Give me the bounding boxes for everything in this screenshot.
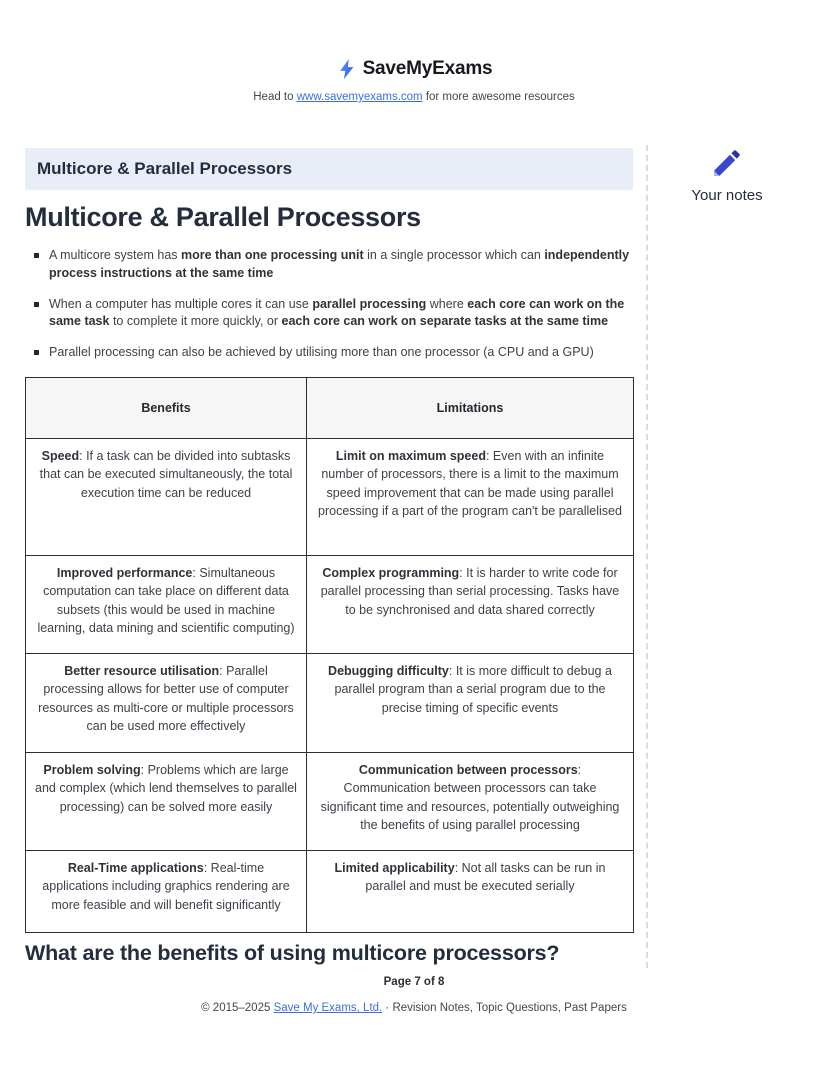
- savemyexams-link[interactable]: www.savemyexams.com: [296, 91, 423, 103]
- text-segment: each core can work on separate tasks at the same time: [281, 314, 609, 329]
- lightning-bolt-icon: [336, 57, 358, 81]
- your-notes-label: Your notes: [691, 187, 763, 204]
- benefit-cell: [26, 654, 307, 753]
- benefit-term: Real-Time applications: [67, 861, 204, 875]
- limitation-term: Complex programming: [322, 566, 460, 580]
- text-segment: to complete it more quickly, or: [109, 314, 282, 329]
- benefit-cell: [26, 851, 307, 933]
- benefit-cell: [26, 439, 307, 556]
- brand-name: SaveMyExams: [362, 58, 493, 79]
- limitation-term: Communication between processors: [358, 763, 578, 777]
- header-tagline: [0, 91, 828, 103]
- text-segment: where: [426, 296, 468, 311]
- table-row: [26, 753, 634, 851]
- copyright-line: [0, 1002, 828, 1014]
- page-title: Multicore & Parallel Processors: [25, 202, 421, 232]
- limitation-term: Limited applicability: [334, 861, 455, 875]
- benefit-text: : If a task can be divided into subtasks that can be executed simultaneously, the total execution time can be reduced: [39, 449, 293, 500]
- pencil-icon: [710, 146, 744, 180]
- benefits-limitations-table: [25, 377, 634, 933]
- save-my-exams-ltd-link[interactable]: Save My Exams, Ltd.: [273, 1002, 383, 1014]
- notes-divider: [646, 145, 648, 968]
- limitation-text: : Even with an infinite number of processors, there is a limit to the maximum speed improvement that can be made using parallel processing if a part of the program can't be parallelised: [318, 449, 622, 518]
- brand-logo: [0, 57, 828, 81]
- table-row: [26, 851, 634, 933]
- text-segment: each core can work on the same task: [49, 296, 625, 329]
- benefit-text: : Parallel processing allows for better use of computer resources as multi-core or multiple processors can be used more effectively: [38, 664, 294, 733]
- text-segment: more than one processing unit: [181, 248, 364, 262]
- table-row: [26, 439, 634, 556]
- text-segment: independently process instructions at the same time: [49, 248, 630, 280]
- text-segment: When a computer has multiple cores it can use: [49, 296, 313, 311]
- topic-banner: [25, 148, 633, 190]
- limitation-cell: [307, 753, 634, 851]
- topic-banner-title: Multicore & Parallel Processors: [37, 159, 293, 178]
- limitation-term: Debugging difficulty: [328, 664, 449, 678]
- your-notes-panel: [660, 146, 794, 204]
- copyright-suffix: · Revision Notes, Topic Questions, Past Papers: [382, 1002, 627, 1014]
- tagline-suffix: for more awesome resources: [422, 91, 575, 103]
- limitation-cell: [307, 654, 634, 753]
- table-row: [26, 654, 634, 753]
- text-segment: in a single processor which can: [363, 248, 545, 262]
- limitation-text: : It is more difficult to debug a parallel program than a serial program due to the precise timing of specific events: [334, 664, 612, 715]
- benefit-term: Improved performance: [56, 566, 193, 580]
- benefits-column-header: Benefits: [26, 378, 307, 439]
- copyright-prefix: © 2015–2025: [201, 1002, 274, 1014]
- list-item: [25, 247, 635, 283]
- bullet-list: [25, 247, 635, 375]
- benefit-text: : Real-time applications including graphics rendering are more feasible and will benefit significantly: [42, 861, 290, 912]
- tagline-prefix: Head to: [253, 91, 297, 103]
- benefit-cell: [26, 556, 307, 654]
- benefit-text: : Problems which are large and complex (which lend themselves to parallel processing) can be solved more easily: [35, 763, 297, 814]
- text-segment: parallel processing: [312, 296, 427, 311]
- list-item: [25, 344, 635, 362]
- section-heading: What are the benefits of using multicore processors?: [25, 941, 560, 965]
- limitation-term: Limit on maximum speed: [335, 449, 486, 463]
- text-segment: A multicore system has: [49, 248, 181, 262]
- limitation-text: : Not all tasks can be run in parallel and must be executed serially: [365, 861, 606, 894]
- limitation-cell: [307, 556, 634, 654]
- page-indicator: Page 7 of 8: [383, 976, 445, 988]
- benefit-cell: [26, 753, 307, 851]
- table-header-row: [26, 378, 634, 439]
- benefit-term: Speed: [41, 449, 80, 463]
- list-item: [25, 296, 635, 332]
- limitation-cell: [307, 439, 634, 556]
- benefit-term: Better resource utilisation: [64, 664, 220, 678]
- limitations-column-header: Limitations: [307, 378, 634, 439]
- limitation-cell: [307, 851, 634, 933]
- table-row: [26, 556, 634, 654]
- benefit-term: Problem solving: [43, 763, 141, 777]
- text-segment: Parallel processing can also be achieved by utilising more than one processor (a CPU and a GPU): [49, 345, 594, 359]
- limitation-text: : It is harder to write code for parallel processing than serial processing. Tasks have to be synchronised and data shared correctly: [320, 566, 620, 617]
- benefit-text: : Simultaneous computation can take place on different data subsets (this would be used in machine learning, data mining and scientific computing): [37, 566, 295, 635]
- limitation-text: : Communication between processors can take significant time and resources, potentially outweighing the benefits of using parallel processing: [320, 763, 620, 832]
